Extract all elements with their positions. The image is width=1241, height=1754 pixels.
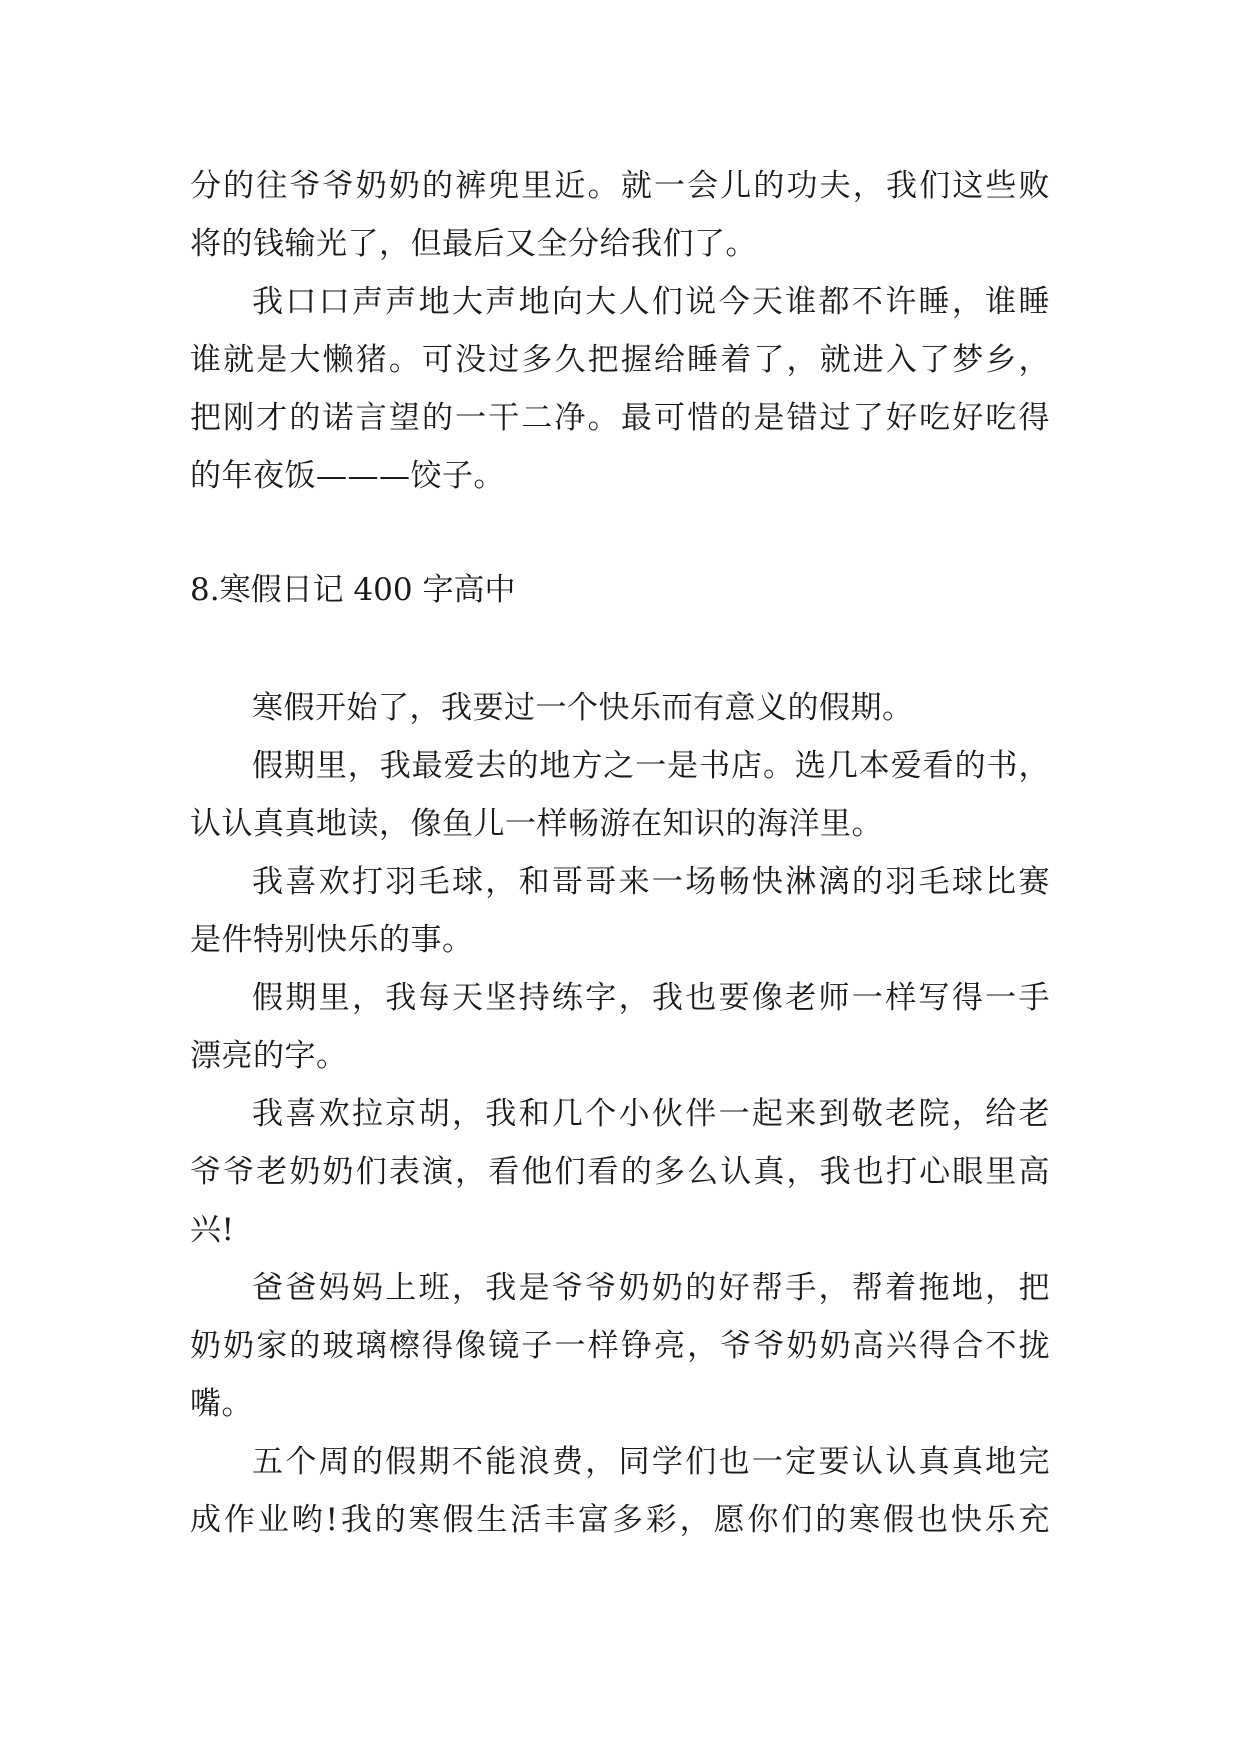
- paragraph-first-line: 寒假开始了，我要过一个快乐而有意义的假期。: [252, 690, 914, 726]
- body-line: 漂亮的字。: [190, 1038, 348, 1074]
- body-line: 认认真真地读，像鱼儿一样畅游在知识的海洋里。: [190, 806, 883, 842]
- section-heading: 8.寒假日记 400 字高中: [190, 572, 516, 608]
- body-line: 奶奶家的玻璃檫得像镜子一样铮亮，爷爷奶奶高兴得合不拢: [190, 1328, 1050, 1364]
- body-line: 爷爷老奶奶们表演，看他们看的多么认真，我也打心眼里高: [190, 1154, 1050, 1190]
- paragraph-first-line: 五个周的假期不能浪费，同学们也一定要认认真真地完: [252, 1444, 1050, 1480]
- paragraph-first-line: 爸爸妈妈上班，我是爷爷奶奶的好帮手，帮着拖地，把: [252, 1270, 1050, 1306]
- body-line: 将的钱输光了，但最后又全分给我们了。: [190, 226, 757, 262]
- body-line: 是件特别快乐的事。: [190, 922, 474, 958]
- body-line: 把刚才的诺言望的一干二净。最可惜的是错过了好吃好吃得: [190, 400, 1050, 436]
- paragraph-first-line: 我喜欢拉京胡，我和几个小伙伴一起来到敬老院，给老: [252, 1096, 1050, 1132]
- body-line: 成作业哟!我的寒假生活丰富多彩，愿你们的寒假也快乐充: [190, 1502, 1050, 1538]
- paragraph-first-line: 我口口声声地大声地向大人们说今天谁都不许睡，谁睡: [252, 284, 1050, 320]
- body-line: 谁就是大懒猪。可没过多久把握给睡着了，就进入了梦乡，: [190, 342, 1050, 378]
- paragraph-first-line: 假期里，我每天坚持练字，我也要像老师一样写得一手: [252, 980, 1050, 1016]
- body-line: 嘴。: [190, 1386, 253, 1422]
- body-line: 兴!: [190, 1212, 235, 1248]
- body-line: 的年夜饭———饺子。: [190, 458, 505, 494]
- paragraph-first-line: 假期里，我最爱去的地方之一是书店。选几本爱看的书，: [252, 748, 1050, 784]
- body-line: 分的往爷爷奶奶的裤兜里近。就一会儿的功夫，我们这些败: [190, 168, 1050, 204]
- paragraph-first-line: 我喜欢打羽毛球，和哥哥来一场畅快淋漓的羽毛球比赛: [252, 864, 1050, 900]
